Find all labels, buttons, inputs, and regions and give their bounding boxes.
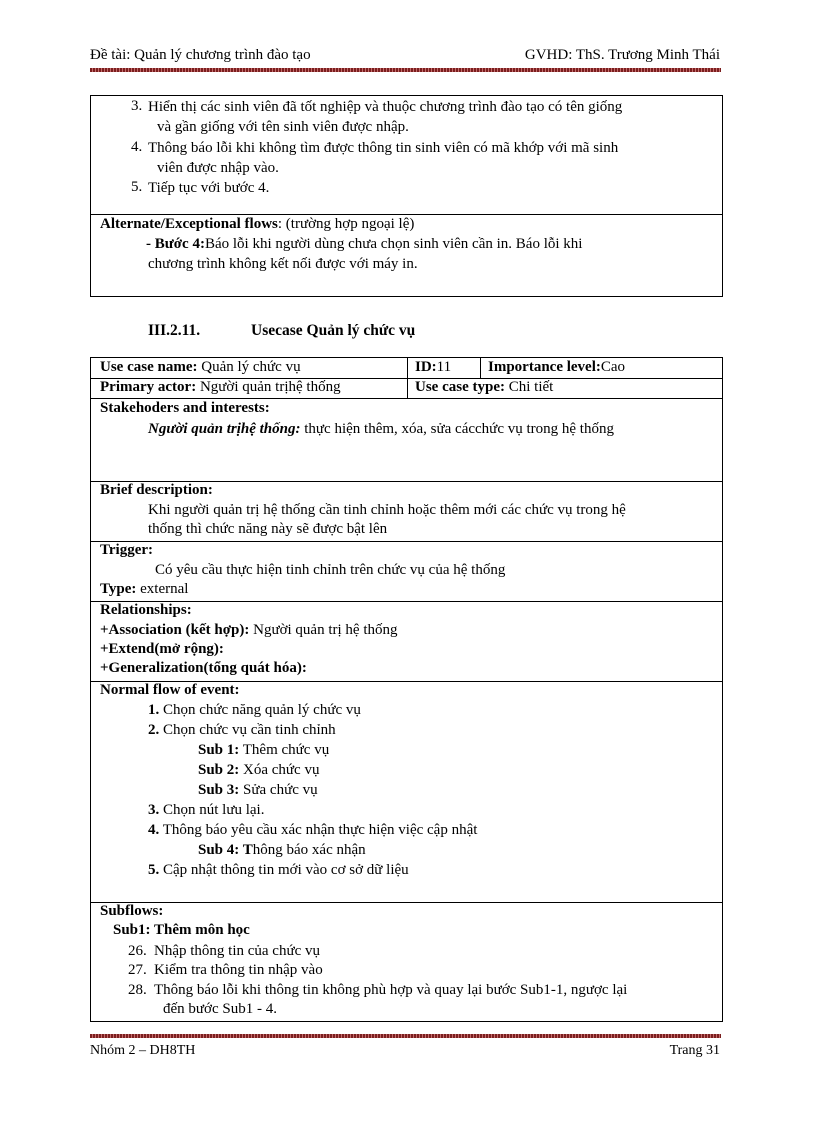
- subflow-number: 28.: [128, 982, 147, 998]
- alternate-step-4: - Bước 4:Báo lỗi khi người dùng chưa chọn sinh viên cần in. Báo lỗi khi: [146, 236, 583, 252]
- sub1-heading: Sub1: Thêm môn học: [113, 922, 250, 938]
- brief-text-cont: thống thì chức năng này sẽ được bật lên: [148, 521, 388, 537]
- step-number: 3.: [131, 98, 143, 114]
- previous-steps-section: [91, 96, 722, 215]
- alternate-flows-section: [91, 214, 722, 296]
- row-name-id-importance: [91, 358, 722, 379]
- step-number: 4.: [131, 139, 143, 155]
- alternate-flows-heading: Alternate/Exceptional flows: (trường hợp ngoại lệ): [100, 216, 415, 232]
- normal-flow-heading: Normal flow of event:: [100, 682, 240, 698]
- usecase-id: ID:11: [415, 359, 452, 375]
- brief-text: Khi người quản trị hệ thống cần tinh chỉnh hoặc thêm mới các chức vụ trong hệ: [148, 502, 626, 518]
- row-normal-flow: [91, 681, 722, 903]
- page-header-title: Đề tài: Quản lý chương trình đào tạo: [90, 47, 311, 63]
- row-brief-description: [91, 481, 722, 542]
- stakeholder-entry: Người quản trịhệ thống: thực hiện thêm, xóa, sửa cácchức vụ trong hệ thống: [148, 421, 614, 437]
- subflows-heading: Subflows:: [100, 903, 164, 919]
- subflow-text: Nhập thông tin của chức vụ: [154, 943, 321, 959]
- association: +Association (kết hợp): Người quản trị hệ thống: [100, 622, 398, 638]
- trigger-heading: Trigger:: [100, 542, 154, 558]
- relationships-heading: Relationships:: [100, 602, 192, 618]
- generalization: +Generalization(tổng quát hóa):: [100, 660, 307, 676]
- flow-step: 4. Thông báo yêu cầu xác nhận thực hiện việc cập nhật: [148, 822, 478, 838]
- subflow-text-cont: đến bước Sub1 - 4.: [163, 1001, 277, 1017]
- subflow-number: 27.: [128, 962, 147, 978]
- step-text: Hiển thị các sinh viên đã tốt nghiệp và thuộc chương trình đào tạo có tên giống: [148, 99, 623, 115]
- flow-substep: Sub 4: Thông báo xác nhận: [198, 842, 366, 858]
- flow-substep: Sub 1: Thêm chức vụ: [198, 742, 330, 758]
- step-text: Tiếp tục với bước 4.: [148, 180, 270, 196]
- page-header-advisor: GVHD: ThS. Trương Minh Thái: [524, 47, 720, 63]
- usecase-type: Use case type: Chi tiết: [415, 379, 554, 395]
- flow-step: 1. Chọn chức năng quản lý chức vụ: [148, 702, 361, 718]
- page-footer-group: Nhóm 2 – DH8TH: [90, 1043, 196, 1058]
- subflow-text: Kiểm tra thông tin nhập vào: [154, 962, 323, 978]
- flow-step: 5. Cập nhật thông tin mới vào cơ sở dữ liệu: [148, 862, 409, 878]
- usecase-name: Use case name: Quản lý chức vụ: [100, 359, 301, 375]
- trigger-type: Type: external: [100, 581, 189, 597]
- alternate-step-4-cont: chương trình không kết nối được với máy in.: [148, 256, 418, 272]
- step-text: Thông báo lỗi khi không tìm được thông tin sinh viên có mã khớp với mã sinh: [148, 140, 619, 156]
- extend: +Extend(mở rộng):: [100, 641, 224, 657]
- row-trigger: [91, 541, 722, 602]
- brief-heading: Brief description:: [100, 482, 213, 498]
- row-actor-type: [91, 378, 722, 399]
- section-name: Usecase Quản lý chức vụ: [251, 322, 416, 339]
- flow-step: 3. Chọn nút lưu lại.: [148, 802, 265, 818]
- subflow-number: 26.: [128, 943, 147, 959]
- previous-usecase-table: [90, 95, 723, 297]
- section-heading: [148, 322, 416, 340]
- row-relationships: [91, 601, 722, 682]
- header-rule: [90, 68, 721, 72]
- trigger-text: Có yêu cầu thực hiện tinh chỉnh trên chức vụ của hệ thống: [155, 562, 506, 578]
- row-stakeholders: [91, 398, 722, 482]
- flow-step: 2. Chọn chức vụ cần tinh chỉnh: [148, 722, 336, 738]
- flow-substep: Sub 2: Xóa chức vụ: [198, 762, 320, 778]
- flow-substep: Sub 3: Sửa chức vụ: [198, 782, 318, 798]
- importance-level: Importance level:Cao: [488, 359, 626, 375]
- step-number: 5.: [131, 179, 143, 195]
- primary-actor: Primary actor: Người quản trịhệ thống: [100, 379, 341, 395]
- step-text-cont: và gần giống với tên sinh viên được nhập.: [157, 119, 409, 135]
- step-text-cont: viên được nhập vào.: [157, 160, 279, 176]
- subflow-text: Thông báo lỗi khi thông tin không phù hợp và quay lại bước Sub1-1, ngược lại: [154, 982, 628, 998]
- footer-rule: [90, 1034, 721, 1038]
- row-subflows: [91, 902, 722, 1022]
- usecase-table: [90, 357, 723, 1022]
- stakeholders-heading: Stakehoders and interests:: [100, 400, 270, 416]
- section-number: III.2.11.: [148, 322, 201, 339]
- page-number: Trang 31: [669, 1043, 720, 1058]
